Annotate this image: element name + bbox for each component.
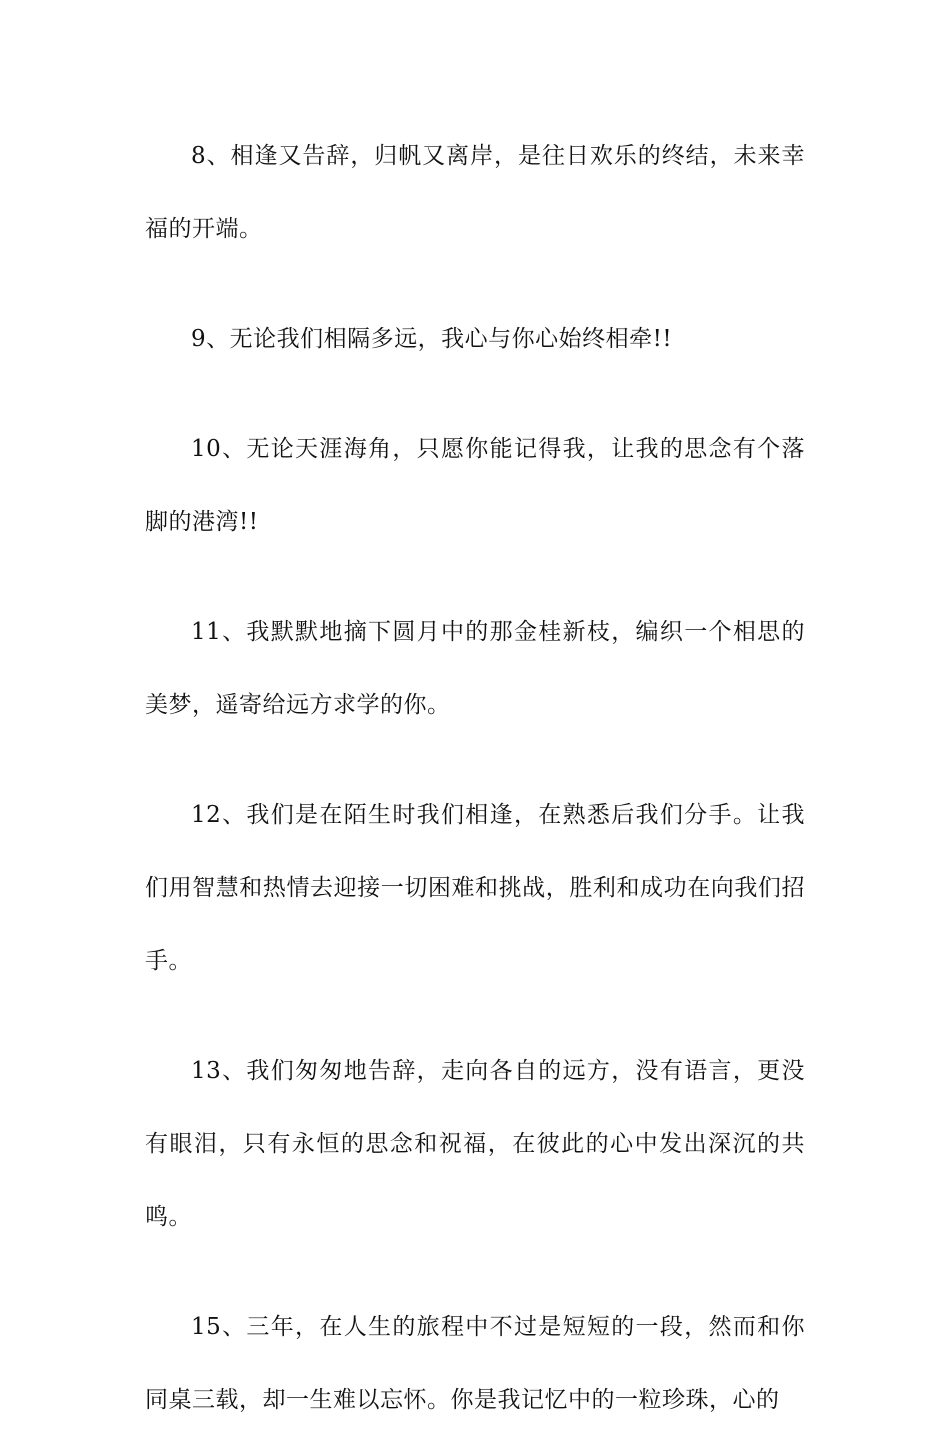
paragraph-9: 9、无论我们相隔多远，我心与你心始终相牵!! xyxy=(191,326,673,352)
paragraph-8: 8、相逢又告辞，归帆又离岸，是往日欢乐的终结，未来幸福的开端。 xyxy=(145,143,805,242)
document-body xyxy=(145,120,805,1437)
paragraph-11: 11、我默默地摘下圆月中的那金桂新枝，编织一个相思的美梦，遥寄给远方求学的你。 xyxy=(145,619,805,718)
paragraph-13: 13、我们匆匆地告辞，走向各自的远方，没有语言，更没有眼泪，只有永恒的思念和祝福，在彼此的心中发出深沉的共鸣。 xyxy=(145,1058,805,1230)
paragraph-15: 15、三年，在人生的旅程中不过是短短的一段，然而和你同桌三载，却一生难以忘怀。你是我记忆中的一粒珍珠，心的 xyxy=(145,1314,805,1413)
paragraph-10: 10、无论天涯海角，只愿你能记得我，让我的思念有个落脚的港湾!! xyxy=(145,436,805,535)
paragraph-12: 12、我们是在陌生时我们相逢，在熟悉后我们分手。让我们用智慧和热情去迎接一切困难和挑战，胜利和成功在向我们招手。 xyxy=(145,802,805,974)
